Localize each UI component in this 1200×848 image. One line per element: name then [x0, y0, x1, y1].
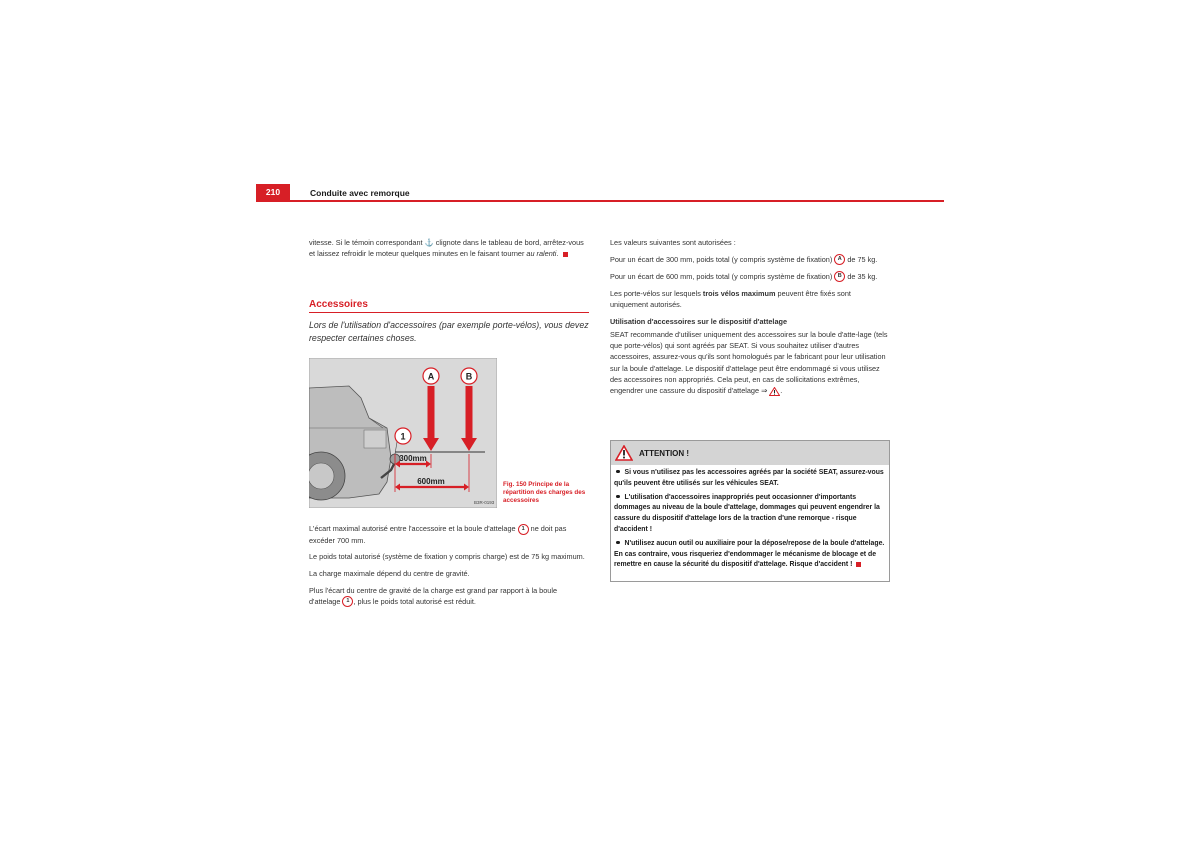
warning-title: ATTENTION !	[639, 448, 690, 458]
end-marker-icon	[856, 562, 861, 567]
section-lead: Lors de l'utilisation d'accessoires (par exemple porte-vélos), vous devez respecter certaines choses.	[309, 320, 589, 344]
warning-body	[611, 465, 889, 571]
warning-item-text: L'utilisation d'accessoires inappropriés peut occasionner d'importants dommages au niveau de la boule d'attelage, dommages qui peuvent engendrer la cassure du dispositif d'attelage lors de la traction d'une remorque - risque d'accident !	[614, 493, 880, 533]
warning-item	[614, 493, 886, 536]
bullet-icon	[616, 470, 620, 474]
warning-item-text: N'utilisez aucun outil ou auxiliaire pour la dépose/repose de la boule d'attelage. En cas contraire, vous risqueriez d'endommager le mécanisme de blocage et de remettre en cause la sécurité du dispositif d'attelage. Risque d'accident !	[614, 539, 885, 569]
arrow-ref: ⇒	[761, 385, 768, 395]
paragraph-values: Les valeurs suivantes sont autorisées :	[610, 238, 736, 247]
paragraph-offset	[309, 585, 589, 608]
warning-triangle-icon	[769, 387, 780, 396]
end-marker-icon	[563, 252, 568, 257]
right-column	[610, 237, 890, 402]
subheading: Utilisation d'accessoires sur le dispositif d'attelage	[610, 316, 788, 326]
intro-text: vitesse. Si le témoin correspondant	[309, 238, 423, 247]
arrow-a-shaft	[428, 386, 435, 440]
ref-b-icon: B	[834, 271, 845, 282]
intro-paragraph	[309, 237, 589, 259]
header-rule	[256, 200, 944, 202]
ref-1-icon: 1	[518, 524, 529, 535]
warning-item-text: Si vous n'utilisez pas les accessoires agréés par la société SEAT, assurez-vous qu'ils peuvent être utilisés sur les véhicules SEAT.	[614, 469, 884, 487]
paragraph-gravity: La charge maximale dépend du centre de gravité.	[309, 568, 470, 578]
p4-text-end: peuvent être fixés sont uniquement autorisés.	[610, 288, 851, 310]
warning-triangle-icon	[615, 445, 633, 461]
ref-1-icon: 1	[342, 596, 353, 607]
paragraph-distance	[309, 523, 589, 546]
warning-item	[614, 539, 886, 571]
figure-150	[309, 358, 497, 508]
warning-header	[611, 441, 889, 465]
p3-text-end: de 35 kg.	[847, 271, 878, 281]
page-number: 210	[256, 184, 290, 201]
paragraph-300	[610, 254, 890, 266]
p1-text: L'écart maximal autorisé entre l'accessoire et la boule d'attelage	[309, 524, 516, 533]
dim-600-label: 600mm	[417, 477, 445, 486]
label-b: B	[465, 371, 473, 382]
bullet-icon	[616, 541, 620, 545]
left-column	[309, 237, 589, 351]
section-rule	[309, 312, 589, 313]
intro-italic: au ralenti	[526, 249, 557, 259]
p2-text: Pour un écart de 300 mm, poids total (y compris système de fixation)	[610, 254, 833, 264]
p5-text: SEAT recommande d'utiliser uniquement des accessoires sur la boule d'atte-lage (tels que porte-vélos) qui sont agréés par SEAT. Si vous souhaitez utiliser d'autres accessoires, assurez-vous qu'ils sont homologués par le fabricant pour leur utilisation sur la boule d'attelage. Le dispositif d'attelage peut être endommagé si vous utilisez des accessoires non appropriés. Cela peut, en cas de sollicitations extrêmes, engendrer une cassure du dispositif d'attelage	[610, 329, 888, 395]
section-title: Accessoires	[309, 298, 368, 310]
figure-caption: Fig. 150 Principe de la répartition des charges des accessoires	[503, 481, 586, 504]
figure-code: B3R-0193	[474, 500, 495, 505]
paragraph-weight: Le poids total autorisé (système de fixation y compris charge) est de 75 kg maximum.	[309, 552, 585, 562]
label-1: 1	[400, 431, 406, 442]
tail-light	[364, 430, 386, 448]
p4-bold: trois vélos maximum	[702, 288, 776, 298]
p4-text: Plus l'écart du centre de gravité de la charge est grand par rapport à la boule d'attelage	[309, 585, 558, 606]
ref-a-icon: A	[834, 254, 845, 265]
p4-text: Les porte-vélos sur lesquels	[610, 288, 701, 298]
paragraph-bikes	[610, 288, 890, 310]
p1-text-end: ne doit pas excéder 700 mm.	[309, 524, 567, 545]
p3-text: Pour un écart de 600 mm, poids total (y compris système de fixation)	[610, 271, 833, 281]
left-column-lower	[309, 523, 589, 613]
running-title: Conduite avec remorque	[310, 188, 410, 198]
intro-text-cont: clignote dans le tableau de bord, arrêtez-vous et laissez refroidir le moteur quelques minutes en le faisant tourner	[309, 238, 584, 259]
warning-box	[610, 440, 890, 582]
bullet-icon	[616, 495, 620, 499]
paragraph-600	[610, 271, 890, 283]
p4-text-end: , plus le poids total autorisé est réduit.	[353, 596, 476, 606]
label-a: A	[427, 371, 435, 382]
intro-end: .	[556, 249, 559, 259]
dim-300-label: 300mm	[399, 454, 427, 463]
arrow-b-shaft	[466, 386, 473, 440]
warning-item	[614, 468, 886, 490]
coolant-warning-icon: ⚓	[424, 238, 434, 247]
p2-text-end: de 75 kg.	[847, 254, 878, 264]
paragraph-seat: SEAT recommande d'utiliser uniquement des accessoires sur la boule d'atte-lage (tels que porte-vélos) qui sont agréés par SEAT. Si vous souhaitez utiliser d'autres accessoires, assurez-vous qu'ils sont homologués par le fabricant pour leur utilisation sur la boule d'attelage. Le dispositif d'attelage peut être endommagé si vous utilisez des accessoires non appropriés. Cela peut, en cas de sollicitations extrêmes, engendrer une cassure du dispositif d'attelage ⇒ .	[610, 329, 888, 395]
